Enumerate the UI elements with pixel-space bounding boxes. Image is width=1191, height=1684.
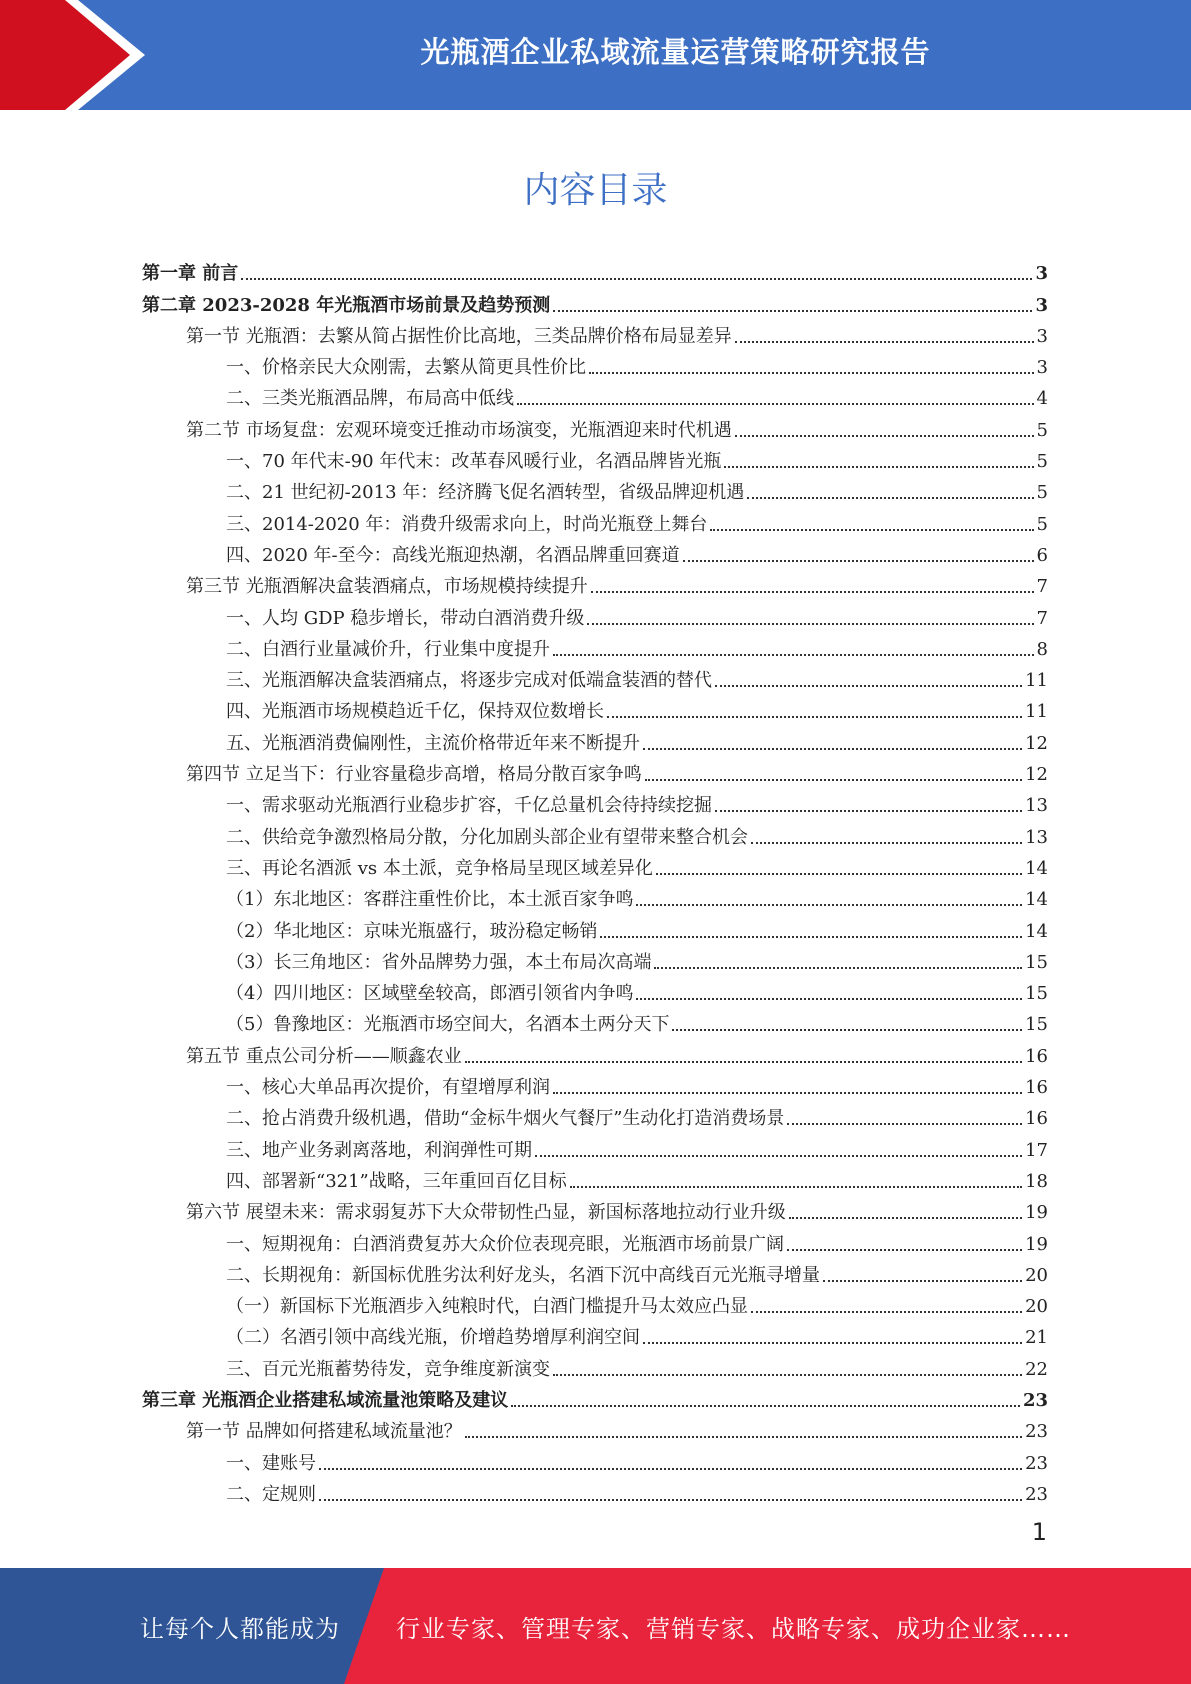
toc-leader-dots	[553, 654, 1034, 656]
toc-entry[interactable]	[142, 1224, 1048, 1255]
toc-leader-dots	[751, 1311, 1022, 1313]
toc-leader-dots	[735, 341, 1034, 343]
toc-entry-title: 三、百元光瓶蓄势待发，竞争维度新演变	[226, 1358, 550, 1380]
toc-leader-dots	[724, 466, 1033, 468]
toc-entry[interactable]	[142, 1005, 1048, 1036]
toc-leader-dots	[787, 1249, 1022, 1251]
toc-entry-page: 3	[1035, 263, 1048, 285]
toc-entry-page: 13	[1025, 795, 1048, 817]
toc-entry-page: 13	[1025, 826, 1048, 848]
toc-entry-title: （一）新国标下光瓶酒步入纯粮时代，白酒门槛提升马太效应凸显	[226, 1296, 748, 1318]
header-band	[0, 0, 1191, 110]
toc-entry[interactable]	[142, 598, 1048, 629]
toc-entry-page: 11	[1025, 670, 1048, 692]
page-number: 1	[1031, 1518, 1047, 1546]
toc-entry[interactable]	[142, 1381, 1048, 1412]
toc-entry-title: 一、短期视角：白酒消费复苏大众价位表现亮眼，光瓶酒市场前景广阔	[226, 1233, 784, 1255]
toc-entry[interactable]	[142, 536, 1048, 567]
toc-leader-dots	[589, 372, 1034, 374]
toc-entry-title: 第三章 光瓶酒企业搭建私域流量池策略及建议	[142, 1389, 509, 1411]
toc-entry-title: 第三节 光瓶酒解决盒装酒痛点，市场规模持续提升	[186, 576, 588, 598]
toc-entry-page: 15	[1025, 1014, 1048, 1036]
toc-entry-title: 一、需求驱动光瓶酒行业稳步扩容，千亿总量机会待持续挖掘	[226, 795, 712, 817]
toc-entry-title: 第一节 光瓶酒：去繁从简占据性价比高地，三类品牌价格布局显差异	[186, 325, 732, 347]
toc-entry-page: 16	[1025, 1108, 1048, 1130]
toc-entry[interactable]	[142, 348, 1048, 379]
toc-entry-title: 一、价格亲民大众刚需，去繁从简更具性价比	[226, 357, 586, 379]
toc-leader-dots	[465, 1061, 1022, 1063]
toc-leader-dots	[553, 310, 1032, 312]
toc-entry-title: 第二节 市场复盘：宏观环境变迁推动市场演变，光瓶酒迎来时代机遇	[186, 419, 732, 441]
toc-entry[interactable]	[142, 1412, 1048, 1443]
toc-entry[interactable]	[142, 379, 1048, 410]
toc-leader-dots	[636, 998, 1022, 1000]
toc-entry-title: （3）长三角地区：省外品牌势力强，本土布局次高端	[226, 951, 652, 973]
toc-entry-title: 二、定规则	[226, 1483, 316, 1505]
table-of-contents	[142, 254, 1048, 1506]
toc-entry-page: 15	[1025, 983, 1048, 1005]
toc-entry[interactable]	[142, 692, 1048, 723]
toc-entry-title: 第一节 品牌如何搭建私域流量池？	[186, 1421, 462, 1443]
toc-leader-dots	[672, 1029, 1022, 1031]
toc-entry[interactable]	[142, 1443, 1048, 1474]
toc-entry-page: 3	[1035, 294, 1048, 316]
toc-entry-title: （5）鲁豫地区：光瓶酒市场空间大，名酒本土两分天下	[226, 1014, 670, 1036]
toc-entry-page: 5	[1036, 451, 1048, 473]
toc-leader-dots	[735, 435, 1034, 437]
toc-entry-page: 3	[1036, 357, 1048, 379]
toc-leader-dots	[787, 1123, 1022, 1125]
toc-entry-title: 二、供给竞争激烈格局分散，分化加剧头部企业有望带来整合机会	[226, 826, 748, 848]
toc-entry-page: 20	[1025, 1296, 1048, 1318]
toc-entry-page: 20	[1025, 1264, 1048, 1286]
toc-entry-page: 23	[1025, 1483, 1048, 1505]
footer-slogan-left: 让每个人都能成为	[140, 1614, 340, 1643]
toc-leader-dots	[553, 1092, 1022, 1094]
toc-entry-page: 4	[1036, 388, 1048, 410]
toc-entry[interactable]	[142, 410, 1048, 441]
toc-entry-title: （4）四川地区：区域壁垒较高，郎酒引领省内争鸣	[226, 983, 634, 1005]
toc-leader-dots	[511, 1405, 1020, 1407]
toc-entry-title: 四、2020 年-至今：高线光瓶迎热潮，名酒品牌重回赛道	[226, 544, 680, 566]
toc-leader-dots	[587, 623, 1033, 625]
toc-entry-title: 二、白酒行业量减价升，行业集中度提升	[226, 638, 550, 660]
toc-entry[interactable]	[142, 1318, 1048, 1349]
toc-entry-page: 15	[1025, 951, 1048, 973]
toc-leader-dots	[241, 278, 1032, 280]
toc-entry-page: 5	[1036, 513, 1048, 535]
toc-entry-title: （2）华北地区：京味光瓶盛行，玻汾稳定畅销	[226, 920, 598, 942]
toc-entry[interactable]	[142, 755, 1048, 786]
toc-leader-dots	[535, 1155, 1022, 1157]
toc-leader-dots	[636, 904, 1022, 906]
toc-leader-dots	[591, 591, 1034, 593]
toc-leader-dots	[319, 1499, 1022, 1501]
toc-entry-page: 16	[1025, 1045, 1048, 1067]
toc-entry-title: 二、长期视角：新国标优胜劣汰利好龙头，名酒下沉中高线百元光瓶寻增量	[226, 1264, 820, 1286]
toc-entry[interactable]	[142, 817, 1048, 848]
toc-entry[interactable]	[142, 567, 1048, 598]
toc-entry[interactable]	[142, 1099, 1048, 1130]
toc-leader-dots	[823, 1280, 1022, 1282]
toc-leader-dots	[683, 560, 1034, 562]
toc-entry[interactable]	[142, 442, 1048, 473]
toc-entry-page: 22	[1025, 1358, 1048, 1380]
toc-entry-title: 三、光瓶酒解决盒装酒痛点，将逐步完成对低端盒装酒的替代	[226, 670, 712, 692]
toc-entry-page: 18	[1025, 1170, 1048, 1192]
toc-leader-dots	[656, 873, 1022, 875]
toc-entry-page: 5	[1036, 419, 1048, 441]
toc-entry[interactable]	[142, 880, 1048, 911]
toc-entry[interactable]	[142, 911, 1048, 942]
toc-entry-title: 三、地产业务剥离落地，利润弹性可期	[226, 1139, 532, 1161]
toc-leader-dots	[789, 1217, 1022, 1219]
toc-entry-title: 第二章 2023-2028 年光瓶酒市场前景及趋势预测	[142, 294, 551, 316]
toc-leader-dots	[751, 842, 1022, 844]
toc-entry-title: 二、21 世纪初-2013 年：经济腾飞促名酒转型，省级品牌迎机遇	[226, 482, 745, 504]
toc-entry-title: 第四节 立足当下：行业容量稳步高增，格局分散百家争鸣	[186, 764, 642, 786]
toc-entry[interactable]	[142, 661, 1048, 692]
toc-entry-title: 三、再论名酒派 vs 本土派，竞争格局呈现区域差异化	[226, 857, 653, 879]
toc-entry[interactable]	[142, 254, 1048, 285]
toc-entry-page: 23	[1022, 1389, 1048, 1411]
toc-entry-page: 8	[1036, 638, 1048, 660]
toc-entry-title: 一、70 年代末-90 年代末：改革春风暖行业，名酒品牌皆光瓶	[226, 451, 722, 473]
toc-entry-title: 二、三类光瓶酒品牌，布局高中低线	[226, 388, 514, 410]
toc-entry-title: （1）东北地区：客群注重性价比，本土派百家争鸣	[226, 889, 634, 911]
toc-leader-dots	[570, 1186, 1022, 1188]
toc-leader-dots	[715, 685, 1022, 687]
report-title: 光瓶酒企业私域流量运营策略研究报告	[420, 34, 931, 69]
toc-entry-page: 12	[1025, 764, 1048, 786]
toc-entry[interactable]	[142, 473, 1048, 504]
toc-entry-page: 14	[1025, 889, 1048, 911]
toc-entry-title: 三、2014-2020 年：消费升级需求向上，时尚光瓶登上舞台	[226, 513, 708, 535]
toc-entry[interactable]	[142, 1130, 1048, 1161]
toc-leader-dots	[643, 1342, 1022, 1344]
toc-entry-title: 二、抢占消费升级机遇，借助“金标牛烟火气餐厅”生动化打造消费场景	[226, 1108, 785, 1130]
toc-entry[interactable]	[142, 786, 1048, 817]
toc-entry-title: （二）名酒引领中高线光瓶，价增趋势增厚利润空间	[226, 1327, 640, 1349]
toc-entry[interactable]	[142, 974, 1048, 1005]
toc-entry[interactable]	[142, 1349, 1048, 1380]
toc-entry[interactable]	[142, 1287, 1048, 1318]
toc-entry-page: 11	[1025, 701, 1048, 723]
toc-entry-page: 14	[1025, 920, 1048, 942]
toc-leader-dots	[710, 529, 1033, 531]
toc-entry[interactable]	[142, 285, 1048, 316]
footer-slogan-right: 行业专家、管理专家、营销专家、战略专家、成功企业家……	[396, 1614, 1071, 1643]
toc-entry-page: 14	[1025, 857, 1048, 879]
toc-entry-page: 6	[1036, 544, 1048, 566]
toc-entry[interactable]	[142, 1068, 1048, 1099]
toc-entry-title: 第五节 重点公司分析——顺鑫农业	[186, 1045, 462, 1067]
toc-entry[interactable]	[142, 723, 1048, 754]
toc-leader-dots	[319, 1468, 1022, 1470]
toc-entry-page: 5	[1036, 482, 1048, 504]
toc-entry-title: 第一章 前言	[142, 263, 239, 285]
toc-entry-page: 3	[1036, 325, 1048, 347]
toc-leader-dots	[517, 403, 1034, 405]
toc-leader-dots	[607, 716, 1022, 718]
toc-entry[interactable]	[142, 943, 1048, 974]
red-chevron-icon	[0, 0, 160, 110]
toc-entry[interactable]	[142, 1256, 1048, 1287]
toc-leader-dots	[553, 1374, 1022, 1376]
toc-entry[interactable]	[142, 1036, 1048, 1067]
toc-entry-title: 一、建账号	[226, 1452, 316, 1474]
toc-leader-dots	[600, 936, 1022, 938]
toc-entry-page: 19	[1025, 1233, 1048, 1255]
toc-entry[interactable]	[142, 1162, 1048, 1193]
toc-entry-page: 12	[1025, 732, 1048, 754]
toc-leader-dots	[715, 810, 1022, 812]
toc-entry[interactable]	[142, 317, 1048, 348]
toc-entry-page: 23	[1025, 1452, 1048, 1474]
toc-entry-title: 一、核心大单品再次提价，有望增厚利润	[226, 1077, 550, 1099]
toc-leader-dots	[747, 497, 1033, 499]
toc-leader-dots	[465, 1436, 1022, 1438]
toc-entry[interactable]	[142, 1475, 1048, 1506]
toc-entry-page: 7	[1036, 576, 1048, 598]
toc-entry[interactable]	[142, 504, 1048, 535]
toc-leader-dots	[645, 779, 1022, 781]
toc-entry-title: 四、光瓶酒市场规模趋近千亿，保持双位数增长	[226, 701, 604, 723]
toc-entry-title: 一、人均 GDP 稳步增长，带动白酒消费升级	[226, 607, 585, 629]
footer-band	[0, 1568, 1191, 1684]
toc-leader-dots	[643, 748, 1022, 750]
toc-entry-page: 19	[1025, 1202, 1048, 1224]
toc-entry-title: 五、光瓶酒消费偏刚性，主流价格带近年来不断提升	[226, 732, 640, 754]
toc-entry-page: 7	[1036, 607, 1048, 629]
toc-entry-page: 16	[1025, 1077, 1048, 1099]
toc-entry-page: 23	[1025, 1421, 1048, 1443]
toc-entry-page: 17	[1025, 1139, 1048, 1161]
toc-entry-title: 四、部署新“321”战略，三年重回百亿目标	[226, 1170, 567, 1192]
toc-entry-title: 第六节 展望未来：需求弱复苏下大众带韧性凸显，新国标落地拉动行业升级	[186, 1202, 786, 1224]
toc-leader-dots	[654, 967, 1022, 969]
toc-entry-page: 21	[1025, 1327, 1048, 1349]
toc-entry[interactable]	[142, 849, 1048, 880]
toc-heading: 内容目录	[523, 170, 668, 211]
toc-entry[interactable]	[142, 630, 1048, 661]
toc-entry[interactable]	[142, 1193, 1048, 1224]
